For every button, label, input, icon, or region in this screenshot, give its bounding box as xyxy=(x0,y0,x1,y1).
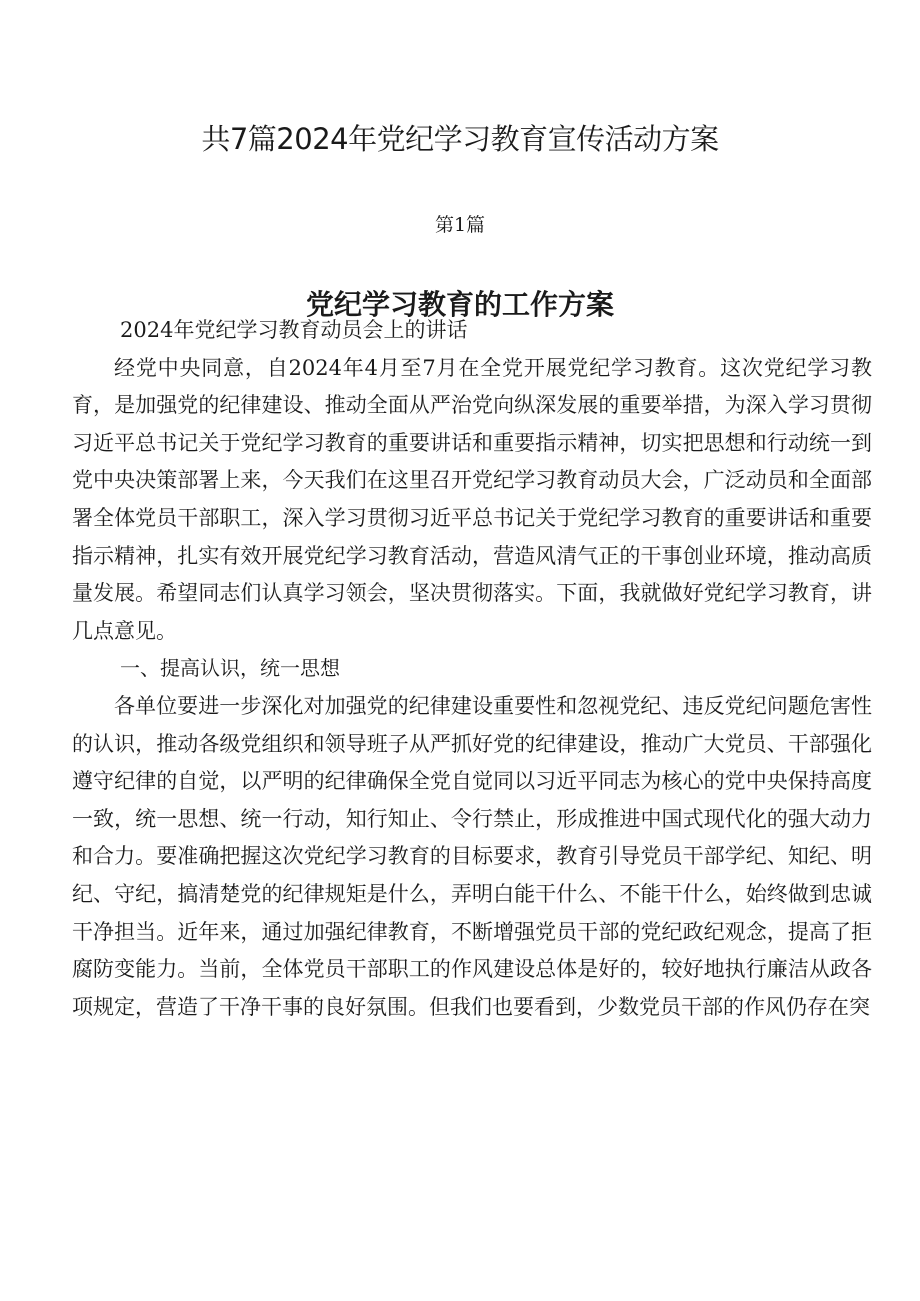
speech-subtitle: 2024年党纪学习教育动员会上的讲话 xyxy=(120,318,468,342)
document-title: 共7篇2024年党纪学习教育宣传活动方案 xyxy=(201,122,719,157)
paragraph-discipline: 各单位要进一步深化对加强党的纪律建设重要性和忽视党纪、违反党纪问题危害性的认识，推动各级党组织和领导班子从严抓好党的纪律建设，推动广大党员、干部强化遵守纪律的自觉，以严明的纪律确保全党自觉同以习近平同志为核心的党中央保持高度一致，统一思想、统一行动，知行知止、令行禁止，形成推进中国式现代化的强大动力和合力。要准确把握这次党纪学习教育的目标要求，教育引导党员干部学纪、知纪、明纪、守纪，搞清楚党的纪律规矩是什么，弄明白能干什么、不能干什么，始终做到忠诚干净担当。近年来，通过加强纪律教育，不断增强党员干部的党纪政纪观念，提高了拒腐防变能力。当前，全体党员干部职工的作风建设总体是好的，较好地执行廉洁从政各项规定，营造了干净干事的良好氛围。但我们也要看到，少数党员干部的作风仍存在突 xyxy=(72,693,872,1019)
document-body xyxy=(72,312,872,1026)
paragraph-intro: 经党中央同意，自2024年4月至7月在全党开展党纪学习教育。这次党纪学习教育，是加强党的纪律建设、推动全面从严治党向纵深发展的重要举措，为深入学习贯彻习近平总书记关于党纪学习教育的重要讲话和重要指示精神，切实把思想和行动统一到党中央决策部署上来，今天我们在这里召开党纪学习教育动员大会，广泛动员和全面部署全体党员干部职工，深入学习贯彻习近平总书记关于党纪学习教育的重要讲话和重要指示精神，扎实有效开展党纪学习教育活动，营造风清气正的干事创业环境，推动高质量发展。希望同志们认真学习领会，坚决贯彻落实。下面，我就做好党纪学习教育，讲几点意见。 xyxy=(72,355,872,643)
section-title: 党纪学习教育的工作方案 xyxy=(305,288,614,322)
heading-raise-awareness: 一、提高认识，统一思想 xyxy=(120,656,340,681)
part-label: 第1篇 xyxy=(434,214,486,236)
